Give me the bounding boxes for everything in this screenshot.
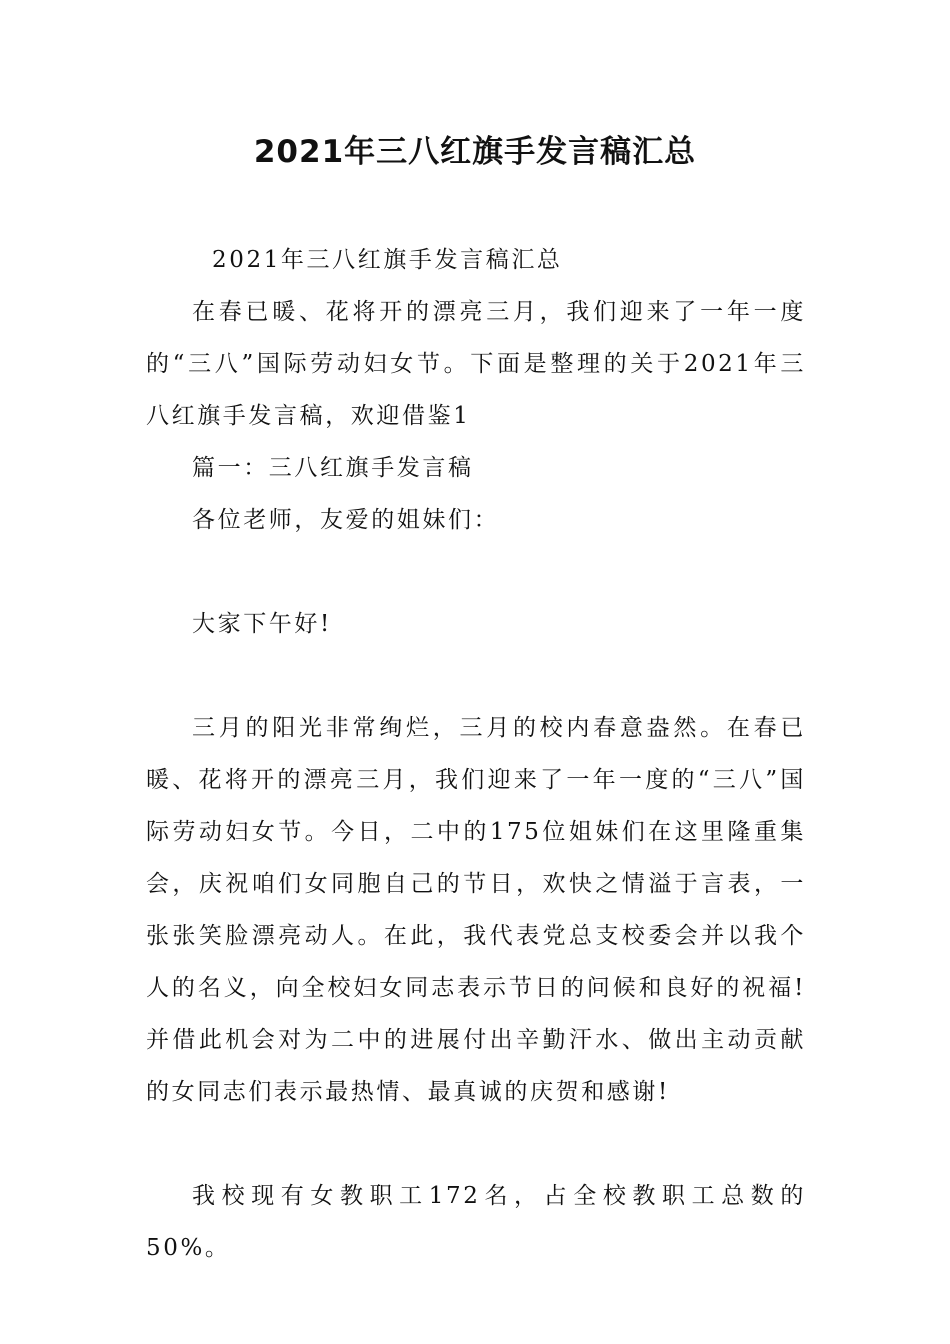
paragraph-spacer [146,546,806,598]
paragraph-spacer [146,1118,806,1170]
greeting-paragraph: 大家下午好! [192,611,332,637]
document-body [146,234,806,1274]
document-title: 2021年三八红旗手发言稿汇总 [253,134,697,170]
salutation-paragraph: 各位老师，友爱的姐妹们： [192,507,500,533]
paragraph-spacer [146,650,806,702]
body-paragraph: 三月的阳光非常绚烂，三月的校内春意盎然。在春已暖、花将开的漂亮三月，我们迎来了一年一度的“三八”国际劳动妇女节。今日，二中的175位姐妹们在这里隆重集会，庆祝咱们女同胞自己的节日，欢快之情溢于言表，一张张笑脸漂亮动人。在此，我代表党总支校委会并以我个人的名义，向全校妇女同志表示节日的问候和良好的祝福!并借此机会对为二中的进展付出辛勤汗水、做出主动贡献的女同志们表示最热情、最真诚的庆贺和感谢! [146,715,806,1105]
document-subtitle: 2021年三八红旗手发言稿汇总 [212,247,563,273]
body-paragraph: 我校现有女教职工172名，占全校教职工总数的50%。 [146,1183,806,1261]
section-heading: 篇一：三八红旗手发言稿 [192,455,474,481]
intro-paragraph: 在春已暖、花将开的漂亮三月，我们迎来了一年一度的“三八”国际劳动妇女节。下面是整理的关于2021年三八红旗手发言稿，欢迎借鉴1 [146,299,806,429]
